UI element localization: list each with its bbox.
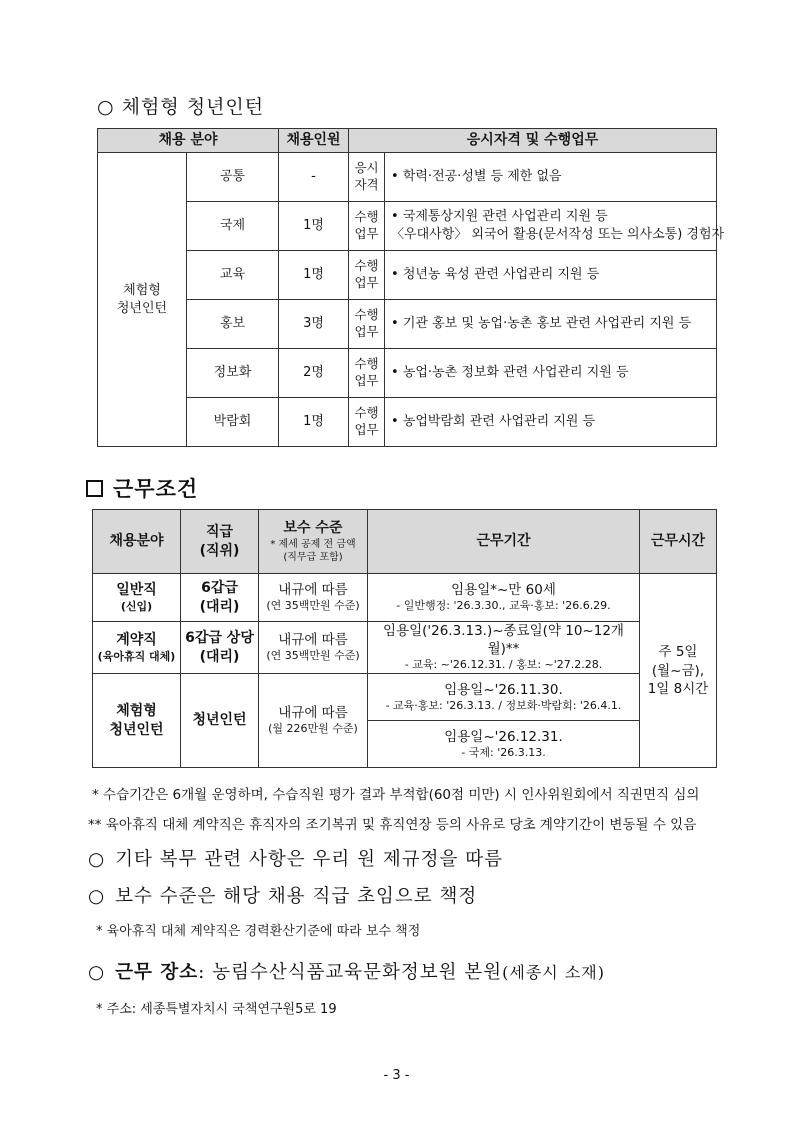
table-row	[98, 153, 717, 202]
work-conditions-table	[92, 509, 717, 768]
kind-cell: 수행 업무	[349, 349, 385, 398]
period-contract: 임용일('26.3.13.)~종료일(약 10~12개월)** - 교육: ~'26.12.31. / 홍보: ~'27.2.28.	[368, 622, 640, 674]
field-cell: 박람회	[187, 398, 279, 447]
work-conditions-title: 근무조건	[86, 473, 198, 503]
note-contract-pay: * 육아휴직 대체 계약직은 경력환산기준에 따라 보수 책정	[96, 924, 421, 939]
field-cell: 정보화	[187, 349, 279, 398]
header-hours: 근무시간	[640, 510, 717, 574]
pay-intern: 내규에 따름 (월 226만원 수준)	[259, 674, 368, 768]
period-intern-1: 임용일~'26.11.30. - 교육·홍보: '26.3.13. / 정보화·박람회: '26.4.1.	[368, 674, 640, 721]
kind-cell: 수행 업무	[349, 202, 385, 251]
header-field: 채용분야	[93, 510, 181, 574]
header-pay: 보수 수준 * 제세 공제 전 금액 (직무급 포함)	[259, 510, 368, 574]
count-cell: 1명	[279, 202, 349, 251]
field-cell: 공통	[187, 153, 279, 202]
pay-contract: 내규에 따름 (연 35백만원 수준)	[259, 622, 368, 674]
bullet-service-rules: ○ 기타 복무 관련 사항은 우리 원 제규정을 따름	[88, 849, 504, 870]
desc-line: • 학력·전공·성별 등 제한 없음	[391, 169, 562, 185]
work-hours: 주 5일 (월~금), 1일 8시간	[640, 574, 717, 768]
count-cell: 3명	[279, 300, 349, 349]
desc-cell	[385, 251, 717, 300]
grade-intern: 청년인턴	[181, 674, 259, 768]
kind-cell: 수행 업무	[349, 398, 385, 447]
grade-regular: 6갑급 (대리)	[181, 574, 259, 622]
desc-cell	[385, 349, 717, 398]
desc-cell	[385, 202, 725, 251]
field-cell: 국제	[187, 202, 279, 251]
header-qualification: 응시자격 및 수행업무	[349, 129, 717, 153]
table-row	[98, 398, 717, 447]
table-row	[98, 349, 717, 398]
group-intern: 체험형 청년인턴	[98, 153, 187, 447]
kind-cell: 수행 업무	[349, 300, 385, 349]
period-regular: 임용일*~만 60세 - 일반행정: '26.3.30., 교육·홍보: '26.6.29.	[368, 574, 640, 622]
desc-cell	[385, 300, 717, 349]
bullet-pay-level: ○ 보수 수준은 해당 채용 직급 초임으로 책정	[88, 886, 478, 907]
pay-regular: 내규에 따름 (연 35백만원 수준)	[259, 574, 368, 622]
table-row	[98, 202, 717, 251]
count-cell: 1명	[279, 251, 349, 300]
table-row	[98, 300, 717, 349]
desc-line: • 농업박람회 관련 사업관리 지원 등	[391, 414, 596, 430]
field-intern: 체험형 청년인턴	[93, 674, 181, 768]
desc-line: 〈우대사항〉 외국어 활용(문서작성 또는 의사소통) 경험자	[391, 227, 725, 242]
kind-cell: 응시 자격	[349, 153, 385, 202]
note-address: * 주소: 세종특별자치시 국책연구원5로 19	[96, 1002, 337, 1017]
table-row	[93, 622, 717, 674]
table-row	[98, 251, 717, 300]
header-grade: 직급 (직위)	[181, 510, 259, 574]
desc-line: • 청년농 육성 관련 사업관리 지원 등	[391, 267, 600, 283]
field-cell: 홍보	[187, 300, 279, 349]
count-cell: 2명	[279, 349, 349, 398]
table-row	[93, 674, 717, 721]
period-intern-2: 임용일~'26.12.31. - 국제: '26.3.13.	[368, 721, 640, 768]
desc-line: • 국제통상지원 관련 사업관리 지원 등	[391, 209, 608, 225]
count-cell: 1명	[279, 398, 349, 447]
checkbox-square-icon	[86, 480, 103, 497]
desc-cell	[385, 398, 717, 447]
desc-line: • 기관 홍보 및 농업·농촌 홍보 관련 사업관리 지원 등	[391, 316, 692, 332]
header-field: 채용 분야	[98, 129, 279, 153]
field-contract: 계약직 (육아휴직 대체)	[93, 622, 181, 674]
desc-line: • 농업·농촌 정보화 관련 사업관리 지원 등	[391, 365, 629, 381]
note-contract-change: ** 육아휴직 대체 계약직은 휴직자의 조기복귀 및 휴직연장 등의 사유로 당초 계약기간이 변동될 수 있음	[88, 817, 697, 833]
kind-cell: 수행 업무	[349, 251, 385, 300]
page-number: - 3 -	[383, 1068, 410, 1083]
desc-cell	[385, 153, 717, 202]
note-probation: * 수습기간은 6개월 운영하며, 수습직원 평가 결과 부적합(60점 미만) 시 인사위원회에서 직권면직 심의	[92, 787, 700, 803]
table-row	[93, 574, 717, 622]
header-count: 채용인원	[279, 129, 349, 153]
count-cell: -	[279, 153, 349, 202]
bullet-work-location: ○ 근무 장소: 농림수산식품교육문화정보원 본원(세종시 소재)	[88, 962, 606, 983]
header-period: 근무기간	[368, 510, 640, 574]
grade-contract: 6갑급 상당 (대리)	[181, 622, 259, 674]
intern-table	[97, 128, 725, 447]
field-regular: 일반직 (신입)	[93, 574, 181, 622]
field-cell: 교육	[187, 251, 279, 300]
section-title-intern: ○ 체험형 청년인턴	[97, 96, 265, 118]
